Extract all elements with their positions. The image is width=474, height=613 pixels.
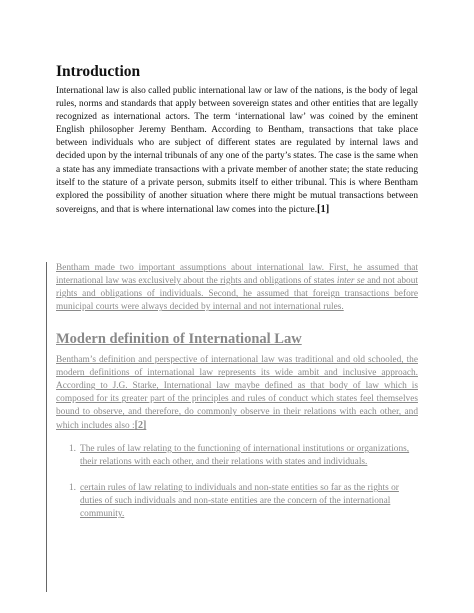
modern-definition-paragraph: [56, 354, 418, 434]
assumptions-text-after: and not about rights and obligations of individuals. Second, he assumed that foreign transactions before municipal courts were always decided by internal and not international rules.: [56, 276, 419, 313]
list-item-text: The rules of law relating to the functioning of international institutions or organizations, their relations with each other, and their relations with states and individuals.: [80, 444, 410, 468]
change-bar: [46, 262, 47, 592]
footnote-ref-1[interactable]: [1]: [317, 203, 330, 215]
assumptions-italic: inter se: [336, 276, 365, 287]
list-item-number: 1.: [69, 444, 77, 454]
modern-definition-text: Bentham’s definition and perspective of international law was traditional and old schooled, the modern definitions of international law represents its wide ambit and inclusive approach. According to J.G. Starke, International law maybe defined as that body of law which is composed for its greater part of the principles and rules of conduct which states feel themselves bound to observe, and therefore, do commonly observe in their relations with each other, and which includes also :: [56, 355, 418, 432]
introduction-paragraph: [56, 85, 418, 217]
list-item: [56, 443, 418, 469]
introduction-heading: Introduction: [56, 63, 141, 80]
assumptions-paragraph: [56, 262, 418, 314]
list-item-number: 1.: [69, 483, 77, 494]
list-item-text: certain rules of law relating to individuals and non-state entities so far as the rights or duties of such individuals and non-state entities are the concern of the international community.: [80, 483, 399, 520]
footnote-ref-2[interactable]: [2]: [134, 420, 147, 432]
list-item: [56, 482, 418, 521]
definition-list: [56, 443, 418, 534]
introduction-text: International law is also called public international law or law of the nations, is the body of legal rules, norms and standards that apply between sovereign states and other entities that are legally recognized as international actors. The term ‘international law’ was coined by the eminent English philosopher Jeremy Bentham. According to Bentham, transactions that take place between individuals who are subject of different states are regulated by internal laws and decided upon by the internal tribunals of any one of the party’s states. The case is the same when a state has any immediate transactions with a private member of another state; the state reducing itself to the stature of a private person, submits itself to either tribunal. This is where Bentham explored the possibility of another situation where there might be mutual transactions between sovereigns, and that is where international law comes into the picture.: [56, 86, 418, 215]
modern-definition-heading: Modern definition of International Law: [56, 331, 302, 347]
assumptions-text-before: Bentham made two important assumptions about international law. First, he assumed that international law was exclusively about the rights and obligations of states: [56, 263, 418, 287]
